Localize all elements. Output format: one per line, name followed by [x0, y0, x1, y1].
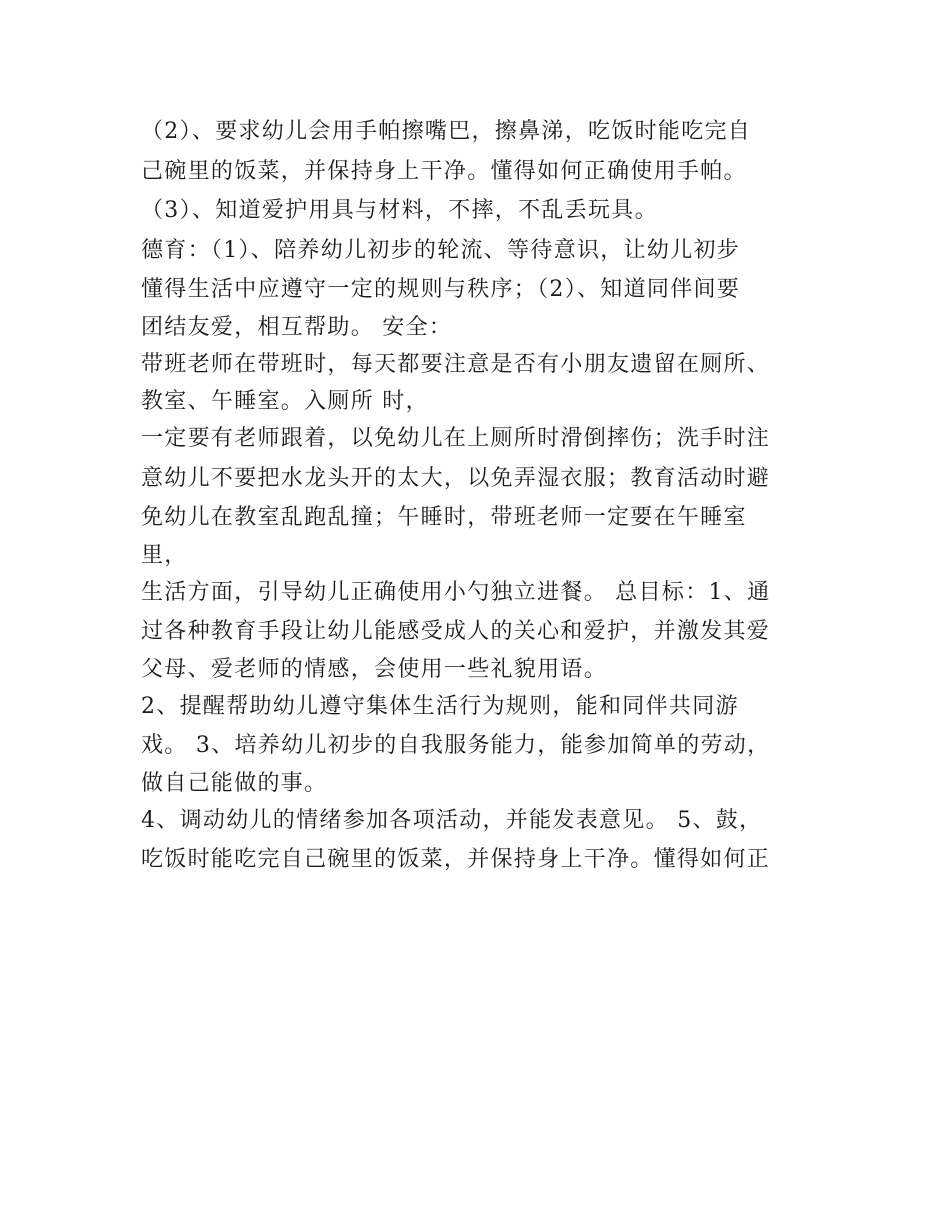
- text-line: 团结友爱，相互帮助。 安全：: [141, 314, 453, 340]
- text-line: 懂得生活中应遵守一定的规则与秩序；（2）、知道同伴间要: [141, 277, 741, 302]
- document-body: [141, 112, 821, 880]
- text-line: 带班老师在带班时，每天都要注意是否有小朋友遗留在厕所、: [141, 351, 771, 377]
- text-line: 意幼儿不要把水龙头开的太大，以免弄湿衣服；教育活动时避: [141, 465, 771, 491]
- text-line: 生活方面，引导幼儿正确使用小勺独立进餐。 总目标：1、通: [141, 579, 771, 605]
- text-line: 德育：（1）、陪养幼儿初步的轮流、等待意识，让幼儿初步: [141, 237, 741, 263]
- text-line: （2）、要求幼儿会用手帕擦嘴巴，擦鼻涕，吃饭时能吃完自: [141, 119, 752, 144]
- text-line: 己碗里的饭菜，并保持身上干净。懂得如何正确使用手帕。: [141, 158, 747, 184]
- text-line: 4、调动幼儿的情绪参加各项活动，并能发表意见。 5、鼓，: [141, 807, 763, 833]
- text-line: 做自己能做的事。: [141, 770, 328, 796]
- text-line: 免幼儿在教室乱跑乱撞；午睡时，带班老师一定要在午睡室: [141, 505, 747, 530]
- text-line: （3）、知道爱护用具与材料，不摔，不乱丢玩具。: [141, 198, 658, 223]
- text-line: 吃饭时能吃完自己碗里的饭菜，并保持身上干净。懂得如何正: [141, 847, 771, 872]
- text-line: 教室、午睡室。入厕所 时，: [141, 389, 429, 414]
- text-line: 戏。 3、培养幼儿初步的自我服务能力，能参加简单的劳动，: [141, 733, 771, 758]
- text-line: 2、提醒帮助幼儿遵守集体生活行为规则，能和同伴共同游: [141, 693, 739, 719]
- text-line: 一定要有老师跟着，以免幼儿在上厕所时滑倒摔伤；洗手时注: [141, 426, 771, 451]
- text-line: 过各种教育手段让幼儿能感受成人的关心和爱护，并激发其爱: [141, 619, 771, 644]
- text-line: 父母、爱老师的情感，会使用一些礼貌用语。: [141, 656, 608, 682]
- text-line: 里，: [141, 542, 188, 568]
